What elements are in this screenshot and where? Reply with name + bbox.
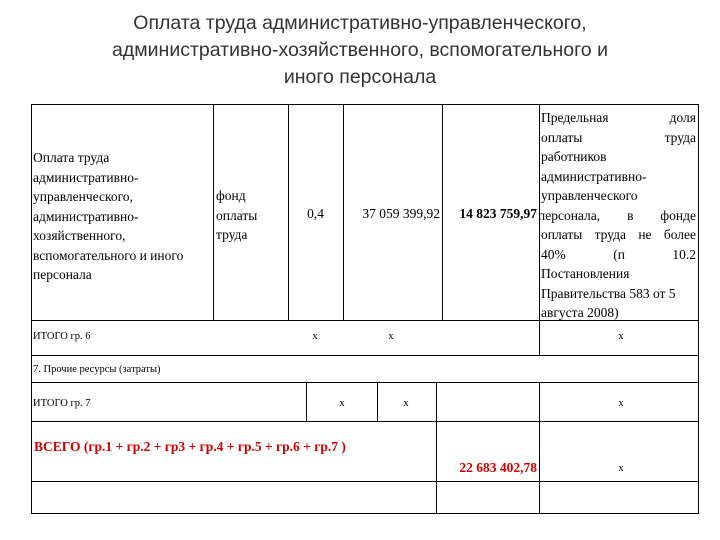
total-group6-x2: х [388, 331, 394, 342]
total-group7-x2: х [403, 398, 409, 409]
slide-title [20, 10, 700, 91]
col-divider [213, 104, 214, 320]
row-divider [31, 382, 699, 383]
title-line-1: Оплата труда административно-управленческого, [133, 12, 587, 34]
row-divider [31, 355, 699, 356]
grand-total-amount: 22 683 402,78 [459, 460, 537, 475]
row-divider [31, 421, 699, 422]
col-divider [436, 382, 437, 421]
total-group6-x1: х [312, 331, 318, 342]
row-divider [31, 481, 699, 482]
col-divider [539, 104, 540, 355]
total-group7-label: ИТОГО гр. 7 [33, 398, 91, 409]
grand-total-label: ВСЕГО (гр.1 + гр.2 + гр3 + гр.4 + гр.5 + гр.6 + гр.7 ) [34, 439, 346, 454]
labor-amount: 14 823 759,97 [459, 206, 537, 221]
base-amount: 37 059 399,92 [362, 206, 440, 221]
grand-total-x: х [618, 463, 624, 474]
total-group6-x3: х [618, 331, 624, 342]
total-group7-x1: х [339, 398, 345, 409]
total-group6-label: ИТОГО гр. 6 [33, 331, 91, 342]
title-line-3: иного персонала [283, 66, 437, 88]
fund-type: фонд оплаты труда [216, 188, 258, 242]
col-divider [377, 382, 378, 421]
expense-name: Оплата труда административно- управленческого, административно- хозяйственного, вспомогательного и иного персонала [33, 150, 184, 282]
total-group7-x3: х [618, 398, 624, 409]
col-divider [539, 382, 540, 421]
title-line-2: административно-хозяйственного, вспомогательного и [112, 39, 608, 61]
section7-label: 7. Прочие ресурсы (затраты) [33, 364, 161, 375]
col-divider [539, 421, 540, 514]
coefficient-value: 0,4 [307, 206, 324, 221]
col-divider [306, 382, 307, 421]
limit-note: Предельная доля оплаты труда работников административно- управленческого персонала, в фонде оплаты труда не более 40% (п 10.2 Постановления Правительства 583 от 5 августа 2008) [538, 110, 697, 320]
